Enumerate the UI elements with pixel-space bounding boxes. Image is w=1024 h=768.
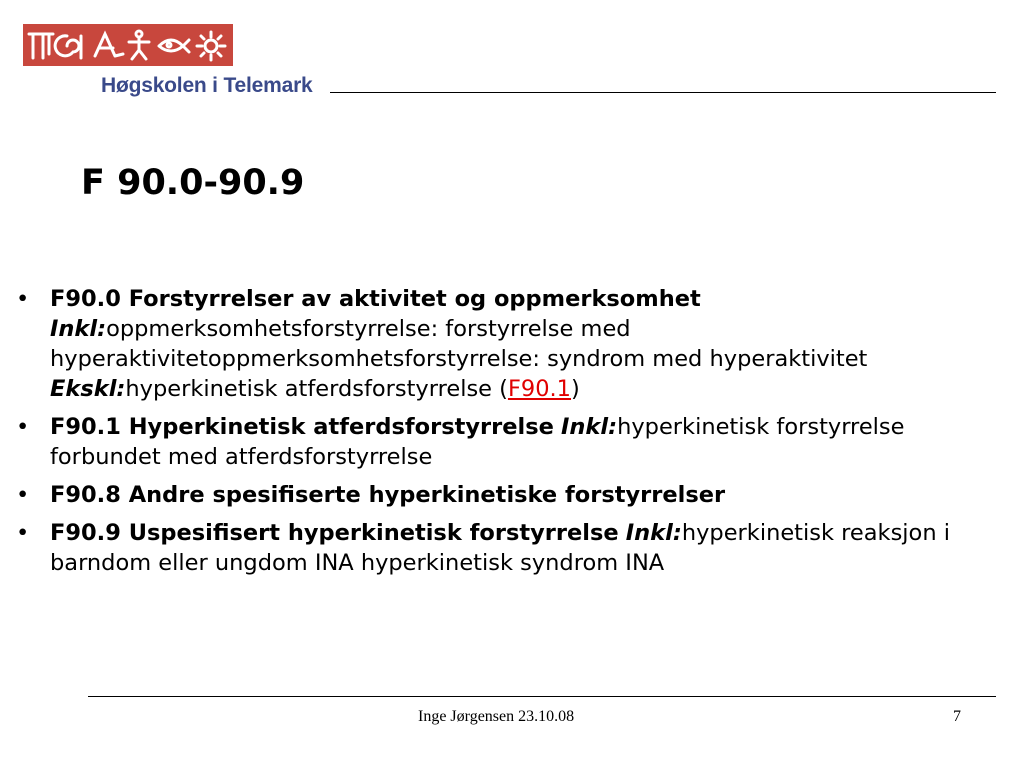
exclusion-text: hyperkinetisk atferdsforstyrrelse ( xyxy=(125,376,508,402)
inclusion-text: oppmerksomhetsforstyrrelse: forstyrrelse med hyperaktivitetoppmerksomhetsforstyrrelse: syndrom med hyperaktivitet xyxy=(50,316,868,372)
header-divider xyxy=(330,92,996,93)
institution-name: Høgskolen i Telemark xyxy=(101,74,313,97)
footer-divider xyxy=(88,696,996,697)
slide-title: F 90.0-90.9 xyxy=(81,163,305,203)
diagnosis-code-label: F90.0 Forstyrrelser av aktivitet og oppmerksomhet xyxy=(50,286,701,312)
bullet-icon: • xyxy=(16,286,30,312)
exclusion-label: Ekskl: xyxy=(50,376,126,402)
list-item xyxy=(16,480,1006,510)
inclusion-label: Inkl: xyxy=(561,414,618,440)
inclusion-text: hyperkinetisk forstyrrelse forbundet med atferdsforstyrrelse xyxy=(50,414,905,470)
diagnosis-code-label: F90.9 Uspesifisert hyperkinetisk forstyrrelse xyxy=(50,520,619,546)
bullet-icon: • xyxy=(16,414,30,440)
exclusion-close: ) xyxy=(571,376,580,402)
list-item xyxy=(16,412,1006,472)
page-number: 7 xyxy=(953,708,961,725)
inclusion-label: Inkl: xyxy=(50,316,107,342)
footer-author-date: Inge Jørgensen 23.10.08 xyxy=(418,708,575,725)
bullet-icon: • xyxy=(16,520,30,546)
list-item xyxy=(16,284,1006,404)
inclusion-text: hyperkinetisk reaksjon i barndom eller ungdom INA hyperkinetisk syndrom INA xyxy=(50,520,950,576)
hit-petroglyph-logo-icon xyxy=(23,24,233,66)
inclusion-label: Inkl: xyxy=(625,520,682,546)
diagnosis-code-label: F90.1 Hyperkinetisk atferdsforstyrrelse xyxy=(50,414,554,440)
bullet-list xyxy=(16,284,1006,586)
f90-1-link[interactable]: F90.1 xyxy=(507,376,571,402)
diagnosis-code-label: F90.8 Andre spesifiserte hyperkinetiske forstyrrelser xyxy=(50,482,726,508)
bullet-icon: • xyxy=(16,482,30,508)
list-item xyxy=(16,518,1006,578)
